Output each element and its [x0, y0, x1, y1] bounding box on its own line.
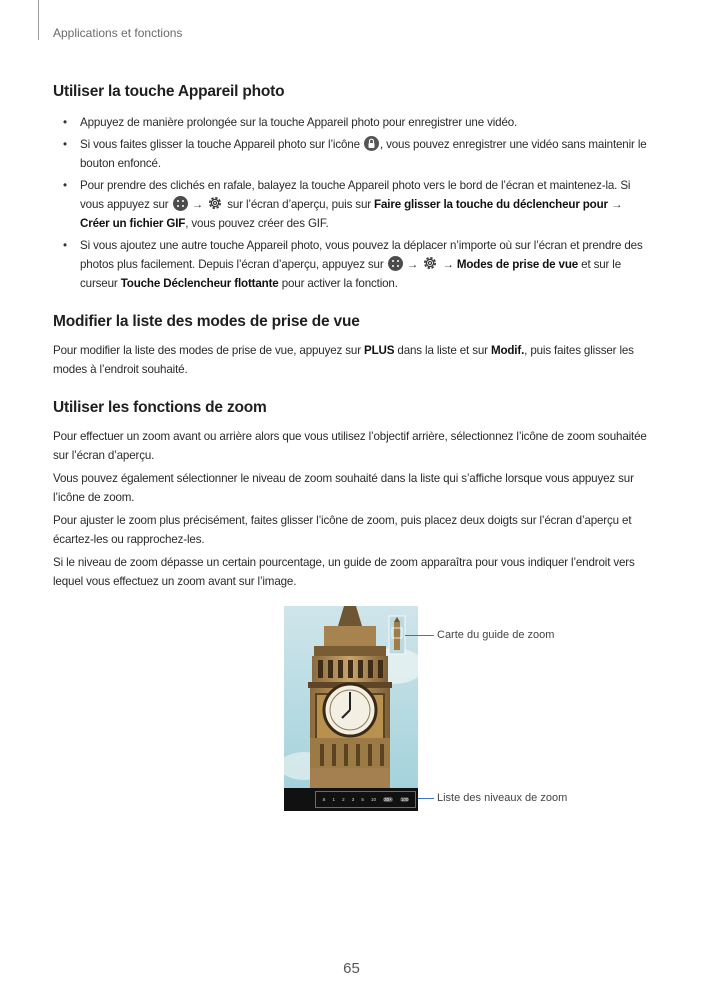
bullet-1-text: Appuyez de manière prolongée sur la touche Appareil photo pour enregistrer une vidéo.: [80, 116, 518, 129]
section2-text-a: Pour modifier la liste des modes de prise de vue, appuyez sur: [53, 344, 361, 357]
arrow: →: [442, 258, 454, 271]
section1-title: Utiliser la touche Appareil photo: [53, 83, 285, 100]
header-rule: [38, 0, 39, 40]
more-options-icon: [388, 256, 403, 271]
bullet-4-text-c: pour activer la fonction.: [281, 277, 398, 290]
bullet-3-text-c: , vous pouvez créer des GIF.: [185, 217, 329, 230]
zoom-level-option[interactable]: 2: [342, 797, 345, 802]
zoom-level-list: [315, 791, 416, 808]
section3-title: Utiliser les fonctions de zoom: [53, 399, 267, 416]
zoom-level-option[interactable]: .6: [321, 797, 326, 802]
zoom-guide-map: [389, 616, 405, 654]
callout-label-map: Carte du guide de zoom: [437, 629, 555, 641]
section3-paragraph-1: Pour effectuer un zoom avant ou arrière alors que vous utilisez l’objectif arrière, sélectionnez l’icône de zoom souhaitée sur l’écran d’aperçu.: [53, 430, 647, 462]
section3-paragraph-2: Vous pouvez également sélectionner le niveau de zoom souhaité dans la liste qui s’affiche lorsque vous appuyez sur l’icône de zoom.: [53, 472, 634, 504]
bullet-4-text-b: et sur le curseur: [80, 258, 622, 290]
section2-text-c: , puis faites glisser les modes à l’endroit souhaité.: [53, 344, 634, 376]
arrow: →: [406, 258, 419, 271]
zoom-level-option-selected[interactable]: 30×: [384, 797, 392, 802]
section2-bold-modif: Modif.: [490, 344, 525, 357]
zoom-level-option[interactable]: 5: [361, 797, 364, 802]
bullet-3-bold-1: Faire glisser la touche du déclencheur pour: [374, 198, 608, 211]
arrow: →: [191, 198, 204, 211]
big-ben-photo: [284, 606, 418, 811]
section2-title: Modifier la liste des modes de prise de vue: [53, 313, 360, 330]
section2-bold-plus: PLUS: [364, 344, 395, 357]
section3-paragraph-3: Pour ajuster le zoom plus précisément, faites glisser l’icône de zoom, puis placez deux doigts sur l’écran d’aperçu et écartez-les ou rapprochez-les.: [53, 514, 632, 546]
bullet-4-bold-2: Touche Déclencheur flottante: [120, 277, 279, 290]
settings-gear-icon: [207, 195, 223, 211]
bullet-4-text-a: Si vous ajoutez une autre touche Appareil photo, vous pouvez la déplacer n’importe où sur l’écran et prendre des photos plus facilement. Depuis l’écran d’aperçu, appuyez sur: [80, 239, 643, 271]
zoom-level-option[interactable]: 10: [371, 797, 377, 802]
bullet-3: [53, 176, 653, 233]
bullet-3-bold-2: Créer un fichier GIF: [80, 217, 186, 230]
bullet-2-text-a: Si vous faites glisser la touche Appareil photo sur l’icône: [80, 138, 360, 151]
section1-bullets: [53, 113, 653, 296]
section-header: Applications et fonctions: [53, 26, 183, 40]
page-number: 65: [343, 960, 360, 977]
bullet-3-text-a: Pour prendre des clichés en rafale, balayez la touche Appareil photo vers le bord de l’écran et maintenez-la. Si vous appuyez sur: [80, 179, 631, 211]
arrow: →: [611, 198, 623, 211]
callout-line-map: [405, 635, 434, 636]
camera-preview-image: [284, 606, 418, 811]
callout-line-list: [418, 798, 434, 799]
more-options-icon: [173, 196, 188, 211]
bullet-3-text-b: sur l’écran d’aperçu, puis sur: [227, 198, 371, 211]
zoom-level-option[interactable]: 1: [332, 797, 335, 802]
section3-paragraph-4: Si le niveau de zoom dépasse un certain pourcentage, un guide de zoom apparaîtra pour vous indiquer l’endroit vers lequel vous effectuez un zoom avant sur l’image.: [53, 556, 635, 588]
zoom-level-option[interactable]: 100: [400, 797, 409, 802]
section2-paragraph: [53, 341, 653, 379]
bullet-4-bold-1: Modes de prise de vue: [456, 258, 579, 271]
bullet-2-text-b: , vous pouvez enregistrer une vidéo sans maintenir le bouton enfoncé.: [80, 138, 647, 170]
bullet-1: [53, 113, 653, 132]
lock-icon: [364, 136, 379, 151]
bullet-4: [53, 236, 653, 293]
section2-text-b: dans la liste et sur: [397, 344, 488, 357]
bullet-2: [53, 135, 653, 173]
settings-gear-icon: [422, 255, 438, 271]
callout-label-list: Liste des niveaux de zoom: [437, 792, 568, 804]
zoom-level-option[interactable]: 3: [351, 797, 355, 802]
